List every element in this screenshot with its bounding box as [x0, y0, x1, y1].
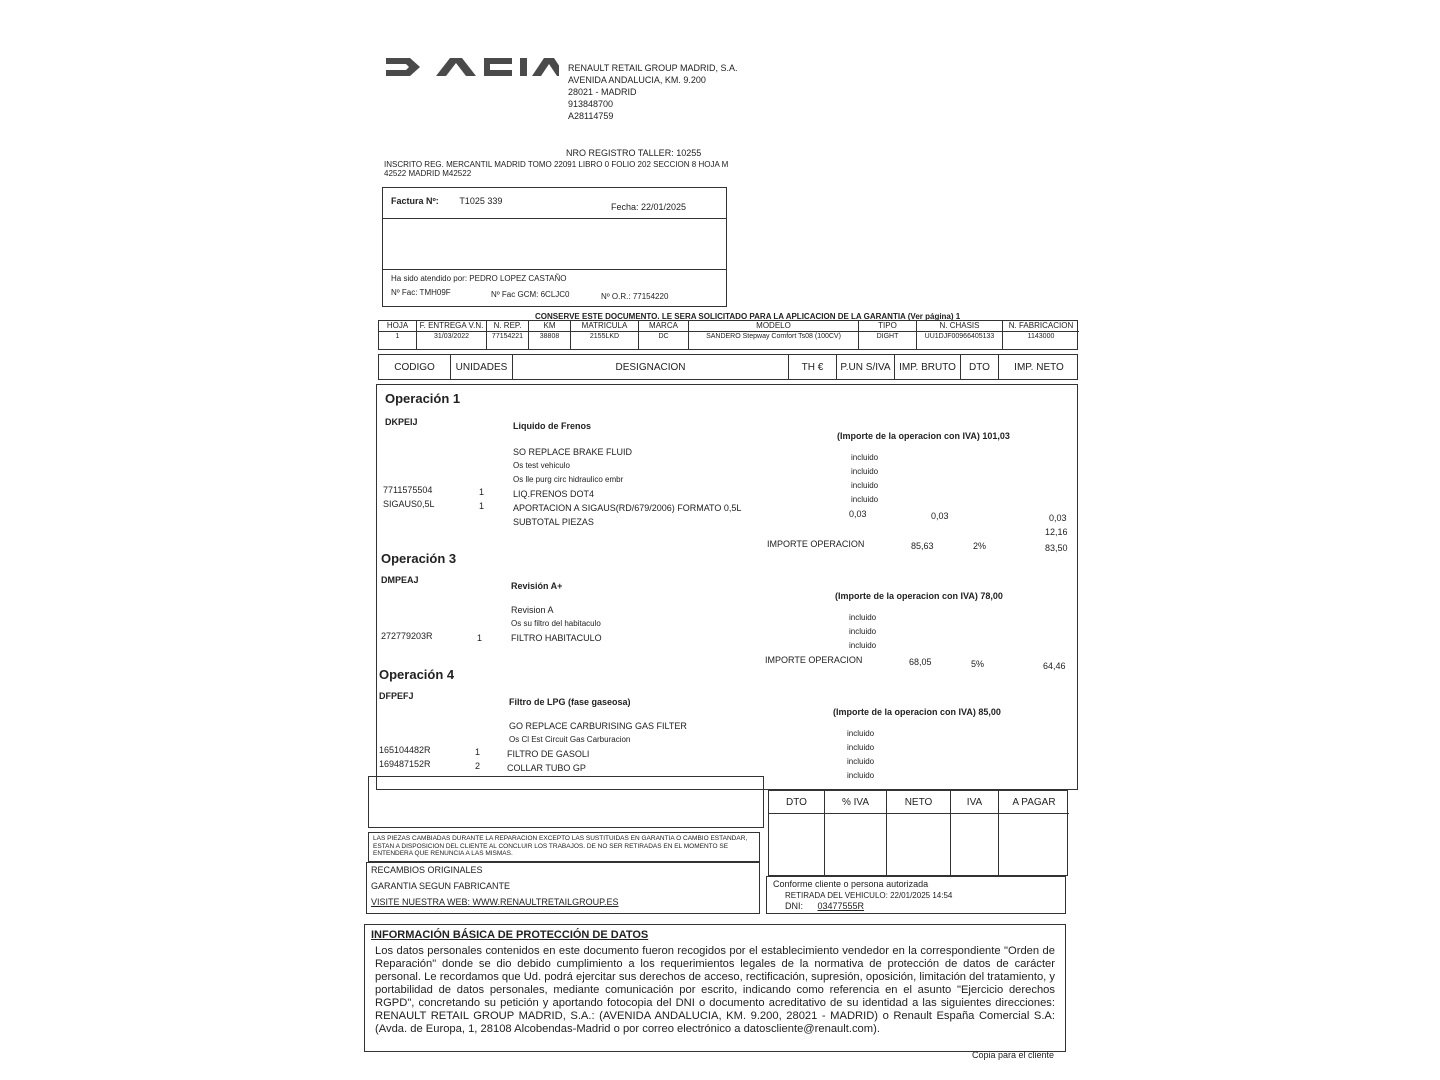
- op3-line3-uds: 1: [477, 633, 483, 643]
- op4-line2-val: incluido: [847, 743, 875, 752]
- op1-sigaus-uds: 1: [479, 501, 485, 511]
- company-cif: A28114759: [568, 111, 614, 121]
- op1-sigaus-bruto: 0,03: [931, 511, 949, 521]
- totals-neto-head: NETO: [887, 791, 950, 814]
- op1-line4-codigo: 7711575504: [383, 485, 433, 495]
- vh-modelo: [689, 321, 859, 349]
- vh-marca-value: DC: [658, 333, 669, 340]
- op1-line3-val: incluido: [851, 481, 879, 490]
- op4-line3-val: incluido: [847, 757, 875, 766]
- dni-value: 03477555R: [817, 901, 865, 911]
- op4-line3-desc: FILTRO DE GASOLI: [507, 749, 590, 759]
- col-dto: DTO: [961, 355, 999, 379]
- col-bruto: IMP. BRUTO: [895, 355, 961, 379]
- op3-line1-desc: Revision A: [511, 605, 554, 615]
- op1-sigaus-neto: 0,03: [1049, 513, 1067, 523]
- col-pun: P.UN S/IVA: [837, 355, 895, 379]
- company-city: 28021 - MADRID: [568, 87, 637, 97]
- privacy-text: Los datos personales contenidos en este documento fueron recogidos por el establecimiento vendedor en la correspondiente "Orden de Reparación" donde se dio debido cumplimiento a los requerimientos legales de la normativa de protección de datos de carácter personal. Le recordamos que Ud. podrá ejercitar sus derechos de acceso, rectificación, supresión, oposición, limitación del tratamiento, y portabilidad de datos personales, mediante comunicación por escrito, indicando como referencia en el asunto "Ejercicio derechos RGPD", concretando su petición y aportando fotocopia del DNI o documento acreditativo de su identidad a las siguientes direcciones: RENAULT RETAIL GROUP MADRID, S.A.: (AVENIDA ANDALUCIA, KM. 9.200, 28021 - MADRID) o Renault España Comercial S.A: (Avda. de Europa, 1, 28108 Alcobendas-Madrid o por correo electrónico a datoscliente@renault.com).: [375, 945, 1055, 1035]
- company-info: [568, 62, 738, 122]
- vehicle-header-table: [378, 320, 1078, 350]
- totals-iva: [951, 791, 999, 875]
- company-phone: 913848700: [568, 99, 614, 109]
- totals-piva-head: % IVA: [825, 791, 886, 814]
- op3-code: DMPEAJ: [381, 575, 419, 585]
- op1-subtotal-neto: 12,16: [1045, 527, 1068, 537]
- vh-rep-value: 77154221: [491, 333, 524, 340]
- col-designacion: DESIGNACION: [513, 355, 789, 379]
- op1-total-dto: 2%: [973, 541, 987, 551]
- op1-title: Operación 1: [385, 391, 461, 406]
- vh-tipo: [859, 321, 917, 349]
- vh-rep: [487, 321, 529, 349]
- op3-name: Revisión A+: [511, 581, 563, 591]
- n-or: Nº O.R.: 77154220: [601, 292, 669, 301]
- conformity-dni: [785, 901, 864, 911]
- vh-chasis: [917, 321, 1003, 349]
- col-neto: IMP. NETO: [1014, 361, 1064, 373]
- col-codigo: CODIGO: [379, 355, 451, 379]
- op1-sigaus-desc: APORTACION A SIGAUS(RD/679/2006) FORMATO 0,5L: [513, 503, 742, 513]
- totals-piva: [825, 791, 887, 875]
- op3-title: Operación 3: [381, 551, 457, 566]
- op3-total-dto: 5%: [971, 659, 985, 669]
- conformity-box: [766, 876, 1066, 914]
- op4-line4-uds: 2: [475, 761, 481, 771]
- op1-sigaus-codigo: SIGAUS0,5L: [383, 499, 435, 509]
- customer-address-box: [383, 218, 726, 270]
- op3-line1-val: incluido: [849, 613, 877, 622]
- op1-code: DKPEIJ: [385, 417, 418, 427]
- dacia-logo-mark: [384, 52, 559, 82]
- n-fac-gcm: Nº Fac GCM: 6CLJC0: [491, 290, 570, 299]
- registro-mercantil-line2: 42522 MADRID M42522: [384, 169, 472, 178]
- factura-row: [391, 196, 502, 206]
- op1-importe: (Importe de la operacion con IVA) 101,03: [837, 431, 1010, 441]
- totals-neto: [887, 791, 951, 875]
- totals-apagar: [999, 791, 1069, 875]
- totals-dto: [769, 791, 825, 875]
- op4-title: Operación 4: [379, 667, 455, 682]
- op1-total-neto: 83,50: [1045, 543, 1068, 553]
- op4-code: DFPEFJ: [379, 691, 414, 701]
- vh-marca: [639, 321, 689, 349]
- vh-rep-label: N. REP.: [487, 321, 528, 332]
- vh-entrega-value: 31/03/2022: [433, 333, 470, 340]
- op3-importe: (Importe de la operacion con IVA) 78,00: [835, 591, 1003, 601]
- registro-mercantil-line1: INSCRITO REG. MERCANTIL MADRID TOMO 22091 LIBRO 0 FOLIO 202 SECCION 8 HOJA M: [384, 160, 729, 169]
- operations-body: [376, 384, 1078, 790]
- op1-line2-desc: Os test vehiculo: [513, 461, 570, 470]
- privacy-box: [364, 924, 1066, 1052]
- factura-label: Factura Nº:: [391, 196, 439, 206]
- op3-line2-val: incluido: [849, 627, 877, 636]
- column-header-row: [378, 354, 1078, 380]
- op4-line4-val: incluido: [847, 771, 875, 780]
- vh-modelo-label: MODELO: [689, 321, 858, 332]
- op1-line1-desc: SO REPLACE BRAKE FLUID: [513, 447, 633, 457]
- vh-entrega: [417, 321, 487, 349]
- invoice-page: [360, 40, 1090, 1070]
- op1-sigaus-pun: 0,03: [849, 509, 867, 519]
- conformity-line1: Conforme cliente o persona autorizada: [773, 879, 929, 889]
- vh-matricula: [571, 321, 639, 349]
- vh-entrega-label: F. ENTREGA V.N.: [417, 321, 486, 332]
- totals-apagar-head: A PAGAR: [999, 791, 1069, 814]
- vh-km: [529, 321, 571, 349]
- vh-hoja: [379, 321, 417, 349]
- footer-left-box: [366, 862, 760, 914]
- op4-importe: (Importe de la operacion con IVA) 85,00: [833, 707, 1001, 717]
- op3-total-bruto: 68,05: [909, 657, 932, 667]
- vh-chasis-label: N. CHASIS: [917, 321, 1002, 332]
- op1-line4-desc: LIQ.FRENOS DOT4: [513, 489, 595, 499]
- observations-box: [368, 776, 764, 828]
- registro-taller: NRO REGISTRO TALLER: 10255: [566, 148, 702, 158]
- op4-line1-val: incluido: [847, 729, 875, 738]
- invoice-box: [382, 187, 727, 307]
- vh-fabricacion-label: N. FABRICACION: [1003, 321, 1079, 332]
- op4-line3-codigo: 165104482R: [379, 745, 431, 755]
- vh-matricula-label: MATRICULA: [571, 321, 638, 332]
- op1-name: Liquido de Frenos: [513, 421, 591, 431]
- legal-notice: LAS PIEZAS CAMBIADAS DURANTE LA REPARACION EXCEPTO LAS SUSTITUIDAS EN GARANTIA O CAMBIO ESTANDAR, ESTAN A DISPOSICION DEL CLIENTE AL CONCLUIR LOS TRABAJOS. DE NO SER RETIRADAS EN EL MOMENTO SE ENTENDERA QUE RENUNCIA A LAS MISMAS.: [368, 832, 760, 862]
- op4-name: Filtro de LPG (fase gaseosa): [509, 697, 631, 707]
- registro-mercantil: [384, 160, 728, 178]
- vh-tipo-label: TIPO: [859, 321, 916, 332]
- op4-line4-desc: COLLAR TUBO GP: [507, 763, 586, 773]
- vh-matricula-value: 2155LKD: [589, 333, 620, 340]
- op4-line3-uds: 1: [475, 747, 481, 757]
- op4-line2-desc: Os Cl Est Circuit Gas Carburacion: [509, 735, 631, 744]
- op1-total-label: IMPORTE OPERACION: [767, 539, 865, 549]
- company-address: AVENIDA ANDALUCIA, KM. 9.200: [568, 75, 706, 85]
- op3-line3-codigo: 272779203R: [381, 631, 433, 641]
- op1-line1-val: incluido: [851, 453, 879, 462]
- totals-table: [768, 790, 1068, 876]
- vh-hoja-label: HOJA: [379, 321, 416, 332]
- garantia-fabricante: GARANTIA SEGUN FABRICANTE: [371, 881, 511, 891]
- op3-line3-val: incluido: [849, 641, 877, 650]
- copy-label: Copia para el cliente: [972, 1050, 1055, 1060]
- op3-total-neto: 64,46: [1043, 661, 1066, 671]
- op1-total-bruto: 85,63: [911, 541, 934, 551]
- vh-hoja-value: 1: [395, 333, 400, 340]
- web-link[interactable]: VISITE NUESTRA WEB: WWW.RENAULTRETAILGROUP.ES: [371, 897, 619, 907]
- op1-line3-desc: Os lle purg circ hidraulico embr: [513, 475, 624, 484]
- vh-tipo-value: DIGHT: [876, 333, 899, 340]
- dni-label: DNI:: [785, 901, 803, 911]
- privacy-title: INFORMACIÓN BÁSICA DE PROTECCIÓN DE DATOS: [371, 929, 649, 941]
- vh-chasis-value: UU1DJF00966405133: [924, 333, 995, 340]
- vh-modelo-value: SANDERO Stepway Comfort Ts08 (100CV): [706, 333, 841, 340]
- vh-fabricacion: [1003, 321, 1079, 349]
- vh-km-label: KM: [529, 321, 570, 332]
- conformity-line2: RETIRADA DEL VEHICULO: 22/01/2025 14:54: [785, 891, 953, 900]
- col-th: TH €: [789, 355, 837, 379]
- op1-subtotal-label: SUBTOTAL PIEZAS: [513, 517, 594, 527]
- op3-line3-desc: FILTRO HABITACULO: [511, 633, 602, 643]
- op4-line1-desc: GO REPLACE CARBURISING GAS FILTER: [509, 721, 687, 731]
- op1-line4-uds: 1: [479, 487, 485, 497]
- n-fac: Nº Fac: TMH09F: [391, 288, 451, 297]
- op1-line4-val: incluido: [851, 495, 879, 504]
- conserve-notice: CONSERVE ESTE DOCUMENTO. LE SERA SOLICITADO PARA LA APLICACION DE LA GARANTIA (Ver página) 1: [535, 312, 961, 321]
- vh-km-value: 38808: [539, 333, 560, 340]
- factura-fecha: Fecha: 22/01/2025: [611, 202, 687, 212]
- op1-line2-val: incluido: [851, 467, 879, 476]
- recambios-originales: RECAMBIOS ORIGINALES: [371, 865, 483, 875]
- vh-marca-label: MARCA: [639, 321, 688, 332]
- vh-fabricacion-value: 1143000: [1027, 333, 1055, 340]
- dacia-logo: [384, 52, 559, 82]
- totals-iva-head: IVA: [951, 791, 998, 814]
- col-unidades: UNIDADES: [451, 355, 513, 379]
- op3-line2-desc: Os su filtro del habitaculo: [511, 619, 601, 628]
- atendido-por: Ha sido atendido por: PEDRO LOPEZ CASTAÑO: [391, 274, 567, 283]
- factura-value: T1025 339: [459, 196, 503, 206]
- op4-line4-codigo: 169487152R: [379, 759, 431, 769]
- company-name: RENAULT RETAIL GROUP MADRID, S.A.: [568, 63, 738, 73]
- totals-dto-head: DTO: [769, 791, 824, 814]
- op3-total-label: IMPORTE OPERACION: [765, 655, 863, 665]
